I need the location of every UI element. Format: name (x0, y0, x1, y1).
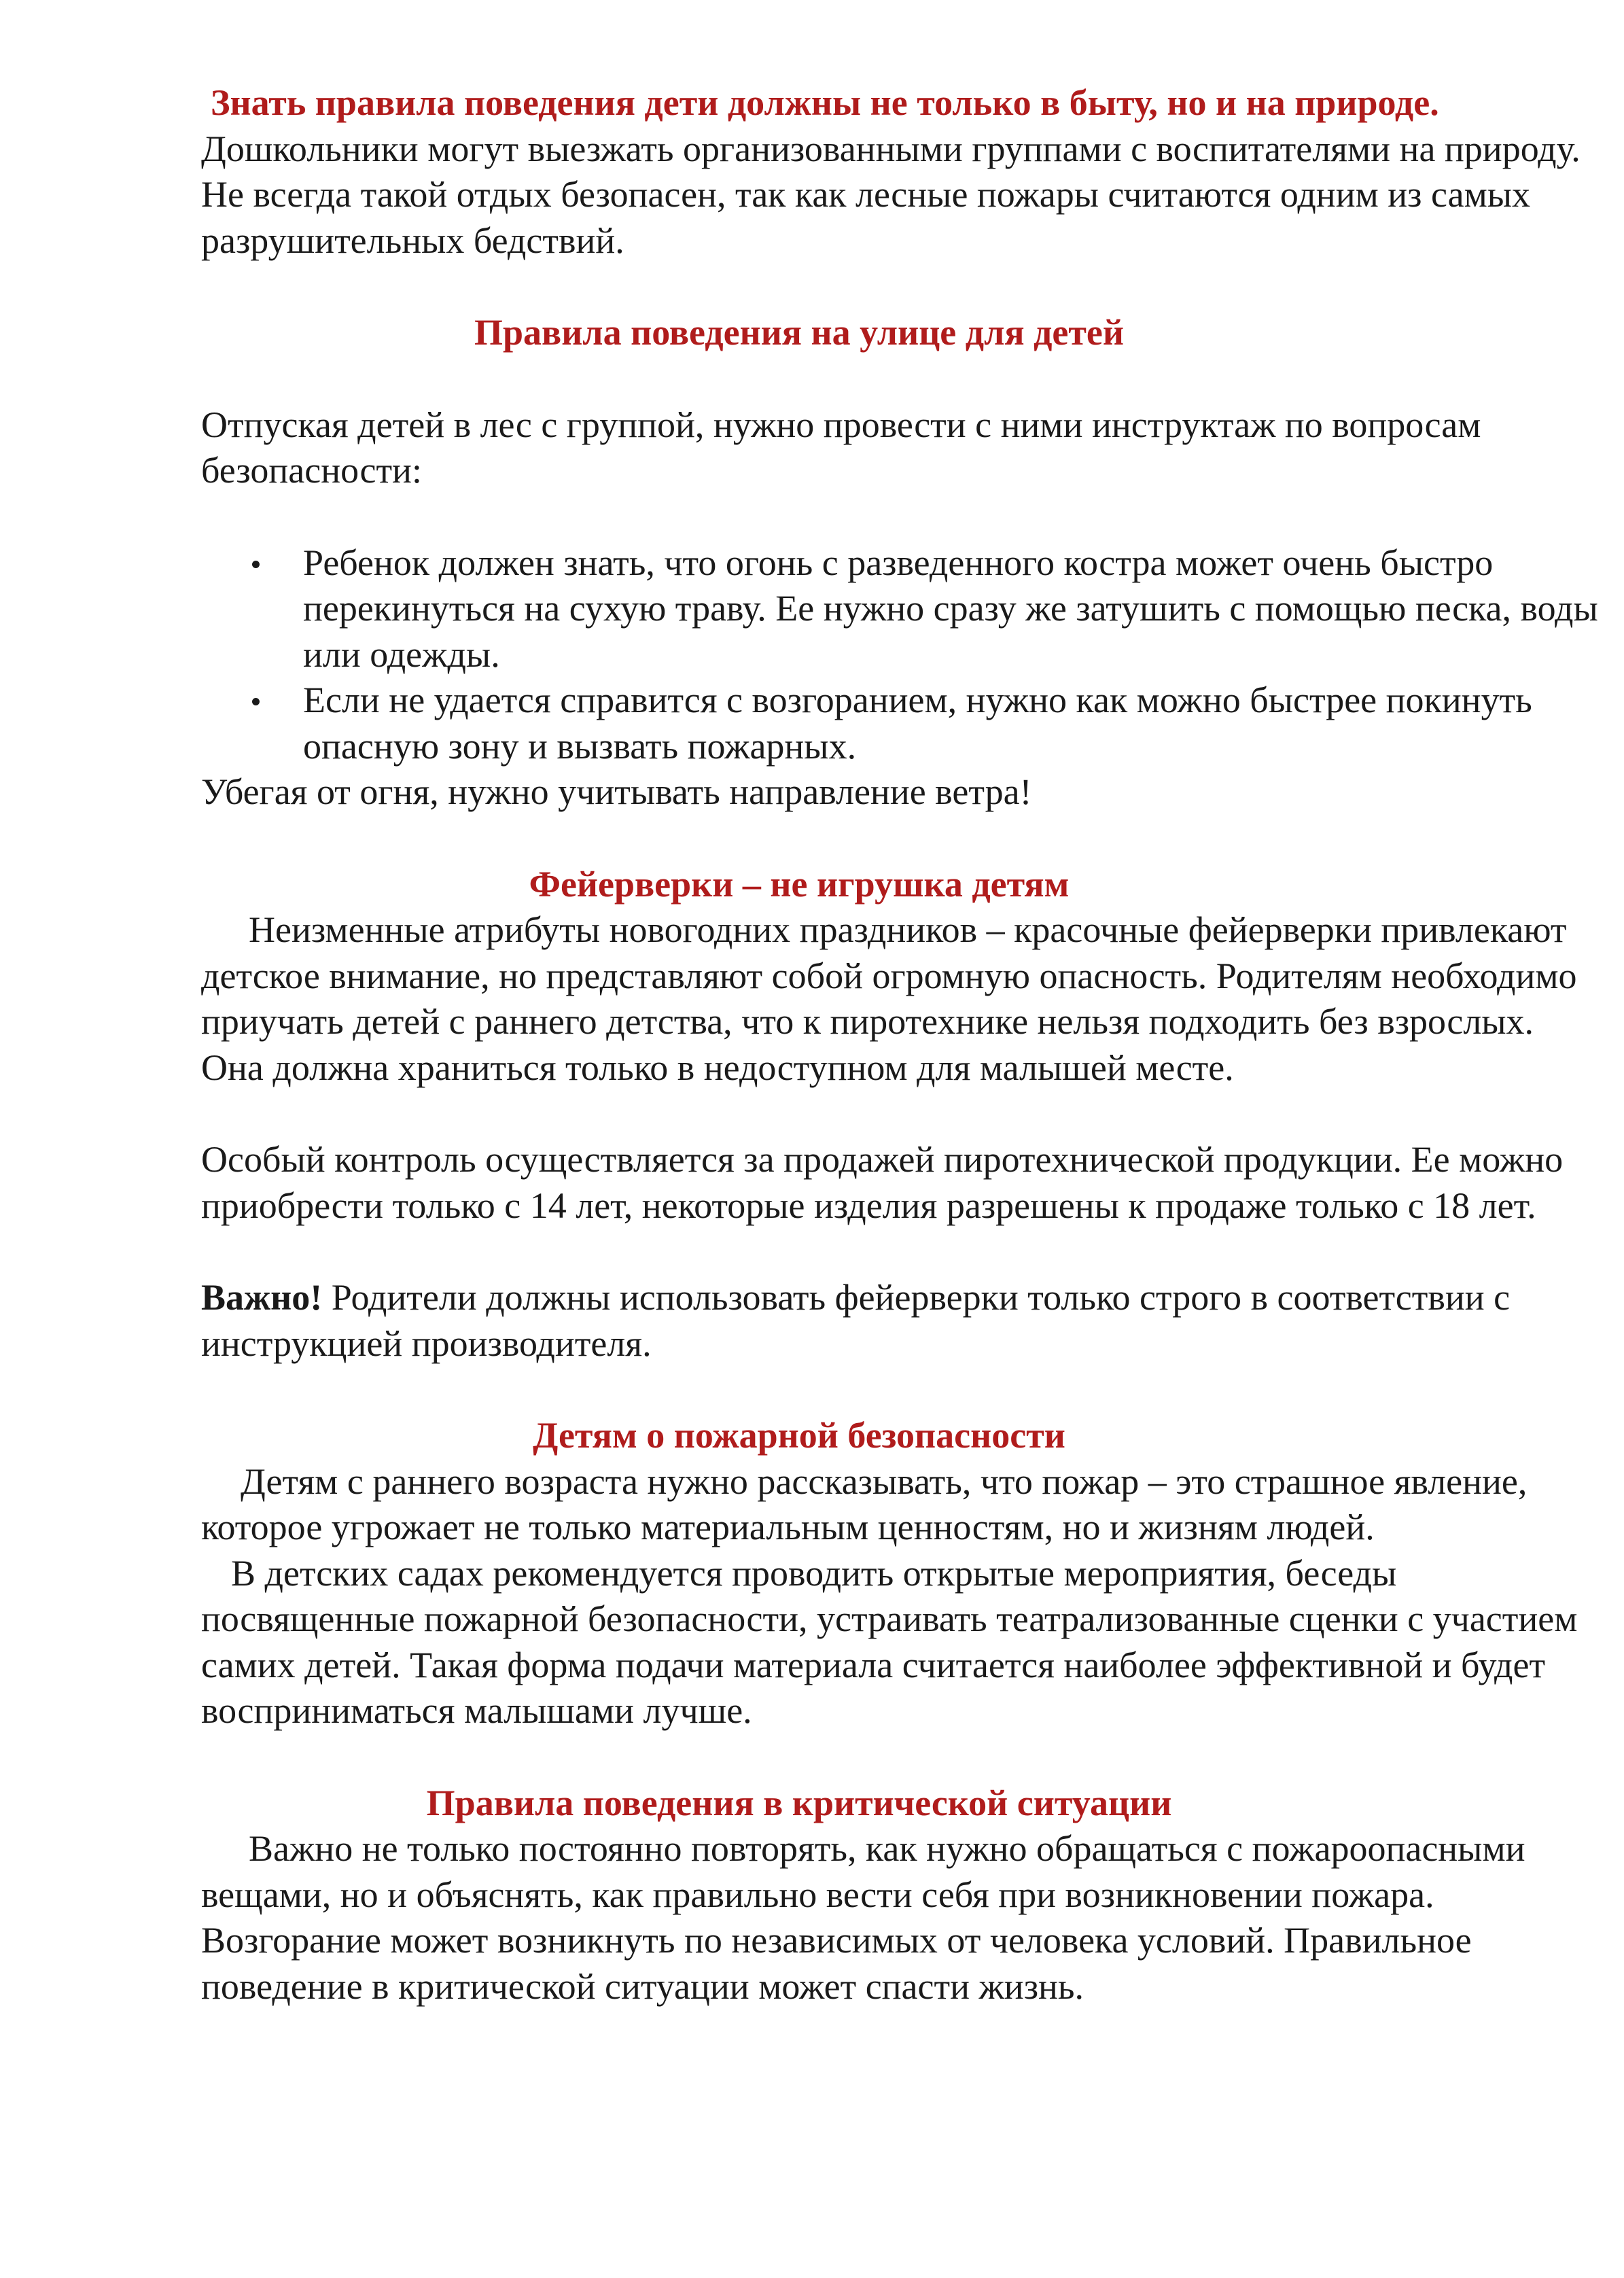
fireworks-heading: Фейерверки – не игрушка детям (529, 863, 1070, 905)
street-rules-lead: Отпуская детей в лес с группой, нужно провести с ними инструктаж по вопросам безопасности: (201, 404, 1481, 491)
critical-heading: Правила поведения в критической ситуации (426, 1782, 1172, 1823)
list-item-text: Ребенок должен знать, что огонь с разведенного костра может очень быстро перекинуться на сухую траву. Ее нужно сразу же затушить с помощью песка, воды или одежды. (303, 542, 1598, 675)
street-rules-heading: Правила поведения на улице для детей (474, 312, 1124, 353)
fire-safety-paragraph-1: Детям с раннего возраста нужно рассказывать, что пожар – это страшное явление, которое угрожает не только материальным ценностям, но и жизням людей. (201, 1460, 1528, 1547)
list-item (303, 540, 1601, 678)
important-text: Родители должны использовать фейерверки только строго в соответствии с инструкцией производителя. (201, 1277, 1511, 1364)
fire-safety-paragraph-2: В детских садах рекомендуется проводить открытые мероприятия, беседы посвященные пожарной безопасности, устраивать театрализованные сценки с участием самих детей. Такая форма подачи материала считается наиболее эффективной и будет восприниматься малышами лучше. (201, 1552, 1578, 1731)
fireworks-paragraph-1: Неизменные атрибуты новогодних праздников – красочные фейерверки привлекают детское внимание, но представляют собой огромную опасность. Родителям необходимо приучать детей с раннего детства, что к пиротехнике нельзя подходить без взрослых. Она должна храниться только в недоступном для малышей месте. (201, 909, 1577, 1088)
important-label: Важно! (201, 1277, 323, 1318)
bullet-icon (252, 561, 260, 568)
fireworks-paragraph-2: Особый контроль осуществляется за продажей пиротехнической продукции. Ее можно приобрести только с 14 лет, некоторые изделия разрешены к продаже только с 18 лет. (201, 1139, 1564, 1226)
document-content (201, 80, 1601, 2010)
street-rules-list (201, 540, 1601, 770)
list-item (303, 678, 1601, 769)
intro-paragraph: Дошкольники могут выезжать организованными группами с воспитателями на природу. Не всегда такой отдых безопасен, так как лесные пожары считаются одним из самых разрушительных бедствий. (201, 128, 1581, 261)
bullet-icon (252, 698, 260, 705)
critical-paragraph-1: Важно не только постоянно повторять, как нужно обращаться с пожароопасными вещами, но и объяснять, как правильно вести себя при возникновении пожара. Возгорание может возникнуть по независимых от человека условий. Правильное поведение в критической ситуации может спасти жизнь. (201, 1828, 1525, 2007)
intro-heading: Знать правила поведения дети должны не только в быту, но и на природе. (211, 82, 1439, 123)
fire-safety-heading: Детям о пожарной безопасности (533, 1415, 1065, 1456)
fireworks-important-note (201, 1275, 1601, 1367)
list-item-text: Если не удается справится с возгоранием, нужно как можно быстрее покинуть опасную зону и вызвать пожарных. (303, 680, 1532, 767)
street-rules-closing: Убегая от огня, нужно учитывать направление ветра! (201, 771, 1032, 812)
